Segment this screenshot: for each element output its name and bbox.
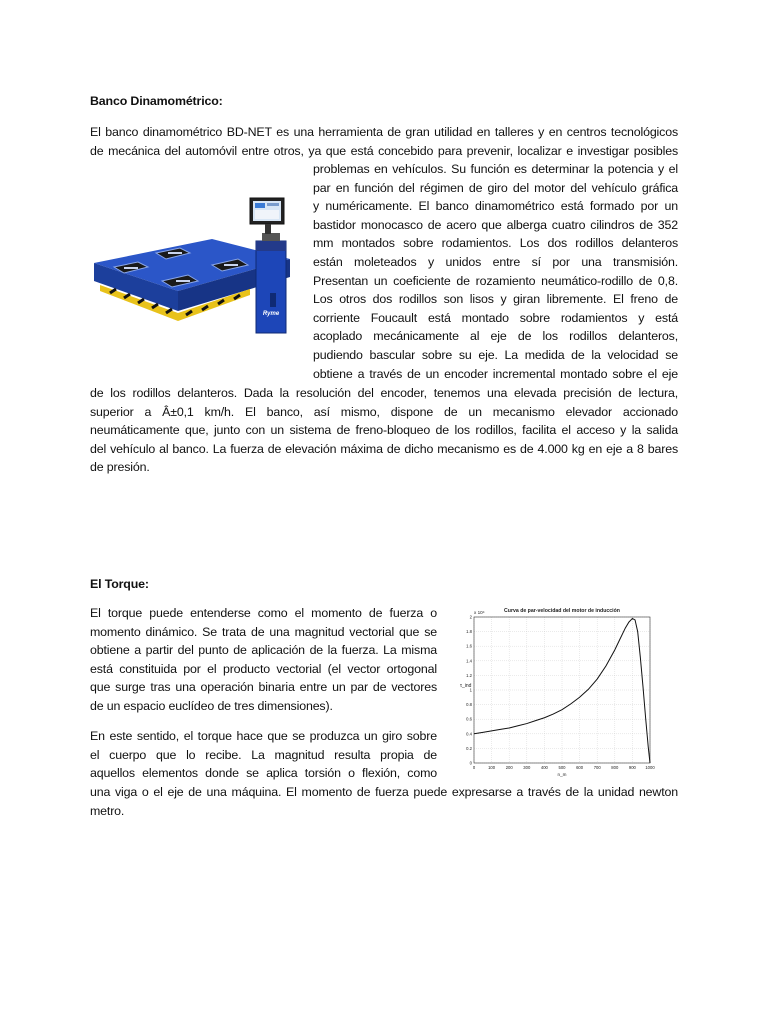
paragraph-torque-second: [90, 727, 437, 783]
x-tick-label: 600: [576, 765, 584, 770]
text-line: El torque puede entenderse como el momento de fuerza o: [90, 606, 437, 620]
y-tick-label: 1.4: [466, 658, 472, 664]
x-tick-label: 400: [540, 765, 548, 770]
heading-el-torque: El Torque:: [90, 577, 149, 591]
x-tick-label: 0: [472, 765, 476, 770]
text-line: En este sentido, el torque hace que se produzca un giro sobre: [90, 729, 437, 743]
text-line: están moleteados y unidos entre sí por una transmisión.: [313, 254, 678, 269]
x-tick-label: 800: [611, 765, 619, 770]
text-line: de los rodillos delanteros. Dada la resolución del encoder, tenemos una elevada precisión de lectura,: [90, 386, 678, 400]
x-tick-label: 500: [558, 765, 566, 770]
text-line: el cuerpo que lo recibe. La magnitud resulta propia de: [90, 747, 437, 762]
y-tick-label: 1.2: [466, 672, 472, 678]
text-line: superior a Â±0,1 km/h. El banco, así mismo, dispone de un mecanismo elevador accionado: [90, 404, 678, 419]
paragraph-banco-top: [90, 123, 678, 160]
text-line: que surge tras una operación binaria entre un par de vectores: [90, 680, 437, 695]
y-tick-label: 0.8: [466, 702, 472, 708]
cabinet: [256, 241, 286, 333]
x-tick-label: 300: [523, 765, 531, 770]
paragraph-torque-wrap: [90, 604, 437, 716]
chart-exponent: x 10⁴: [474, 610, 485, 615]
paragraph-banco-bottom: [90, 384, 678, 477]
y-tick-label: 1.8: [466, 629, 472, 635]
dynamometer-image: [90, 193, 298, 339]
x-tick-label: 1000: [645, 765, 655, 770]
paragraph-torque-bottom: [90, 783, 678, 820]
chart-title: Curva de par-velocidad del motor de inducción: [504, 608, 620, 614]
text-line: aquellos elementos donde se aplica torsión o flexión, como: [90, 766, 437, 781]
text-line: momento dinámico. Se trata de una magnitud vectorial que se: [90, 624, 437, 639]
x-tick-label: 900: [628, 765, 636, 770]
text-line: de mecánica del automóvil entre otros, ya que está concebido para prevenir, localizar e investigar posibles: [90, 143, 678, 158]
torque-speed-chart: [452, 603, 662, 779]
text-line: y numéricamente. El banco dinamométrico está formado por un: [313, 199, 678, 214]
text-line: obtiene a través de un encoder incremental montado sobre el eje: [313, 366, 678, 381]
y-tick-label: 1: [469, 687, 472, 693]
text-line: metro.: [90, 803, 125, 818]
text-line: obtiene a partir del punto de aplicación de la fuerza. La misma: [90, 643, 437, 658]
y-tick-label: 0: [469, 760, 472, 766]
x-tick-label: 200: [505, 765, 513, 770]
chart-ylabel: τ_ind: [460, 683, 472, 689]
x-tick-label: 700: [593, 765, 601, 770]
text-line: pudiendo bascular sobre su eje. La medida de la velocidad se: [313, 347, 678, 362]
text-line: corriente Foucault está montado sobre rodamientos y está: [313, 310, 678, 325]
y-tick-label: 2: [469, 614, 472, 620]
text-line: de un espacio euclídeo de tres dimensiones).: [90, 698, 333, 713]
text-line: acoplado mecánicamente al eje de los rodillos delanteros,: [313, 329, 678, 344]
y-tick-label: 1.6: [466, 643, 472, 649]
text-line: bastidor monocasco de acero que alberga cuatro cilindros de 352: [313, 217, 678, 232]
text-line: neumáticamente que, junto con un sistema de freno-bloqueo de los rodillos, facilita el acceso y la salida: [90, 423, 678, 438]
x-tick-label: 100: [488, 765, 496, 770]
paragraph-banco-wrap: [313, 160, 678, 383]
y-tick-label: 0.2: [466, 745, 472, 751]
text-line: de presión.: [90, 460, 150, 475]
text-line: mm montados sobre rodamientos. Los dos rodillos delanteros: [313, 236, 678, 251]
text-line: Los otros dos rodillos son lisos y giran libremente. El freno de: [313, 292, 678, 307]
text-line: problemas en vehículos. Su función es determinar la potencia y el: [313, 162, 678, 176]
text-line: una viga o el eje de una máquina. El momento de fuerza puede expresarse a través de la unidad newton: [90, 785, 678, 799]
chart-xlabel: n_m: [557, 772, 567, 777]
text-line: El banco dinamométrico BD-NET es una herramienta de gran utilidad en talleres y en centros tecnológicos: [90, 125, 678, 139]
text-line: del vehículo al banco. La fuerza de elevación máxima de dicho mecanismo es de 4.000 kg en eje a 8 bares: [90, 441, 678, 456]
y-tick-label: 0.4: [466, 731, 472, 737]
text-line: está constituida por el producto vectorial (el vector ortogonal: [90, 661, 437, 676]
text-line: Presentan un coeficiente de rozamiento neumático-rodillo de 0,8.: [313, 273, 678, 288]
text-line: par en función del régimen de giro del motor del vehículo gráfica: [313, 180, 678, 195]
y-tick-label: 0.6: [466, 716, 472, 722]
brand-logo: Ryme: [262, 311, 280, 317]
heading-banco-dinamometrico: Banco Dinamométrico:: [90, 94, 223, 108]
